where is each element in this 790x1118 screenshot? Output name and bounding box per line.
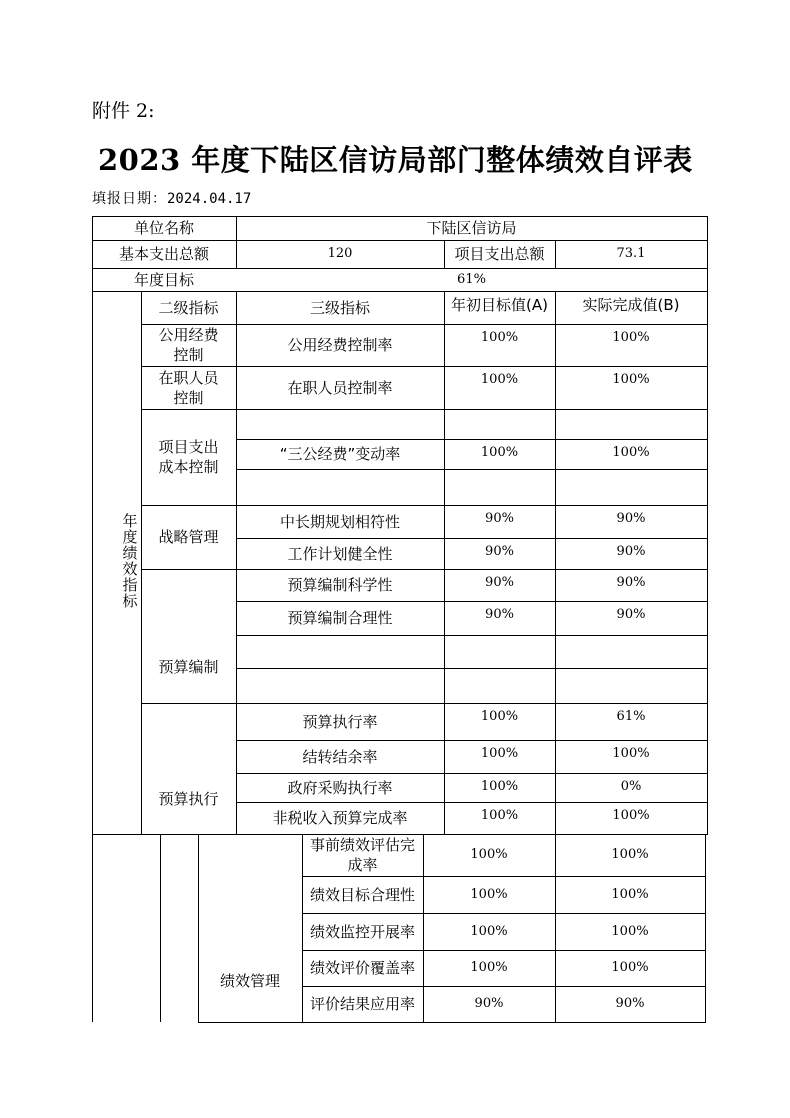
grid-line xyxy=(236,635,708,636)
actual-value: 90% xyxy=(616,544,646,559)
target-value: 100% xyxy=(480,808,519,823)
group-project-cost: 项目支出成本控制 xyxy=(158,438,219,476)
target-value: 100% xyxy=(480,746,519,761)
grid-line xyxy=(160,834,161,1022)
group-budget-prep: 预算编制 xyxy=(158,658,219,676)
indicator-name: 绩效目标合理性 xyxy=(309,885,415,904)
target-value: 90% xyxy=(485,544,514,559)
actual-value: 100% xyxy=(612,746,650,761)
actual-value: 100% xyxy=(612,372,650,387)
indicator-name: 绩效评价覆盖率 xyxy=(309,959,415,977)
actual-value: 90% xyxy=(616,575,646,590)
group-strategy: 战略管理 xyxy=(158,528,219,546)
target-value: 90% xyxy=(485,575,514,590)
indicator-name: 在职人员控制率 xyxy=(287,378,393,397)
target-value: 100% xyxy=(470,847,508,862)
actual-value: 100% xyxy=(612,445,650,460)
target-value: 100% xyxy=(470,886,508,902)
indicator-name: 评价结果应用率 xyxy=(309,995,415,1013)
group-perf-mgmt: 绩效管理 xyxy=(219,972,280,990)
group-budget-exec: 预算执行 xyxy=(158,790,219,808)
indicator-name: 结转结余率 xyxy=(302,747,378,766)
project-expense-label: 项目支出总额 xyxy=(454,245,545,263)
header-level3: 三级指标 xyxy=(309,298,370,317)
actual-value: 61% xyxy=(616,709,646,724)
actual-value: 0% xyxy=(620,779,642,794)
grid-line xyxy=(236,469,708,470)
actual-value: 100% xyxy=(611,960,649,975)
target-value: 100% xyxy=(480,372,519,387)
target-value: 100% xyxy=(480,330,519,345)
fill-date-label: 填报日期： xyxy=(92,191,167,207)
indicator-name: 中长期规划相符性 xyxy=(279,512,400,531)
target-value: 100% xyxy=(470,960,508,975)
indicator-name: 绩效监控开展率 xyxy=(309,922,415,941)
indicator-name: “三公经费”变动率 xyxy=(279,445,401,463)
unit-name-label: 单位名称 xyxy=(133,219,194,237)
grid-line xyxy=(198,1022,706,1023)
indicator-name: 预算编制科学性 xyxy=(287,576,393,594)
indicator-name: 非税收入预算完成率 xyxy=(272,809,408,827)
grid-line xyxy=(236,668,708,669)
unit-name-value: 下陆区信访局 xyxy=(426,219,517,237)
target-value: 100% xyxy=(480,709,519,724)
indicator-name: 政府采购执行率 xyxy=(287,778,393,797)
indicator-name: 预算编制合理性 xyxy=(287,609,393,627)
group-public-funds: 公用经费控制 xyxy=(158,326,219,364)
actual-value: 90% xyxy=(615,996,645,1011)
grid-line xyxy=(92,834,93,1022)
group-staff: 在职人员控制 xyxy=(158,368,219,407)
grid-line xyxy=(707,216,708,834)
actual-value: 100% xyxy=(612,808,650,823)
indicator-name: 预算执行率 xyxy=(302,712,378,731)
attachment-label: 附件 2: xyxy=(92,100,155,122)
header-level2: 二级指标 xyxy=(158,298,219,317)
target-value: 90% xyxy=(485,511,514,526)
target-value: 90% xyxy=(474,996,504,1011)
header-target: 年初目标值(A) xyxy=(451,296,548,314)
basic-expense-value: 120 xyxy=(327,246,353,261)
basic-expense-label: 基本支出总额 xyxy=(118,245,209,263)
target-value: 100% xyxy=(480,445,519,460)
page-title: 2023 年度下陆区信访局部门整体绩效自评表 xyxy=(98,143,693,177)
grid-line xyxy=(92,216,93,834)
project-expense-value: 73.1 xyxy=(616,246,646,261)
annual-target-label: 年度目标 xyxy=(133,270,194,289)
target-value: 100% xyxy=(480,779,519,794)
annual-target-value: 61% xyxy=(457,271,486,287)
actual-value: 100% xyxy=(611,923,649,939)
grid-line xyxy=(705,834,706,1022)
fill-date-line xyxy=(92,188,251,208)
indicator-name: 公用经费控制率 xyxy=(287,336,393,354)
actual-value: 100% xyxy=(612,330,650,345)
indicator-name: 事前绩效评估完成率 xyxy=(309,836,415,874)
actual-value: 90% xyxy=(616,511,646,526)
target-value: 100% xyxy=(470,923,508,939)
actual-value: 100% xyxy=(611,886,649,902)
actual-value: 100% xyxy=(611,847,649,862)
target-value: 90% xyxy=(485,607,514,622)
indicator-name: 工作计划健全性 xyxy=(287,544,393,563)
header-actual: 实际完成值(B) xyxy=(582,296,680,314)
actual-value: 90% xyxy=(616,607,646,622)
fill-date-value: 2024.04.17 xyxy=(167,191,252,207)
section-label-annual-indicators: 年度绩效指标 xyxy=(122,512,138,610)
